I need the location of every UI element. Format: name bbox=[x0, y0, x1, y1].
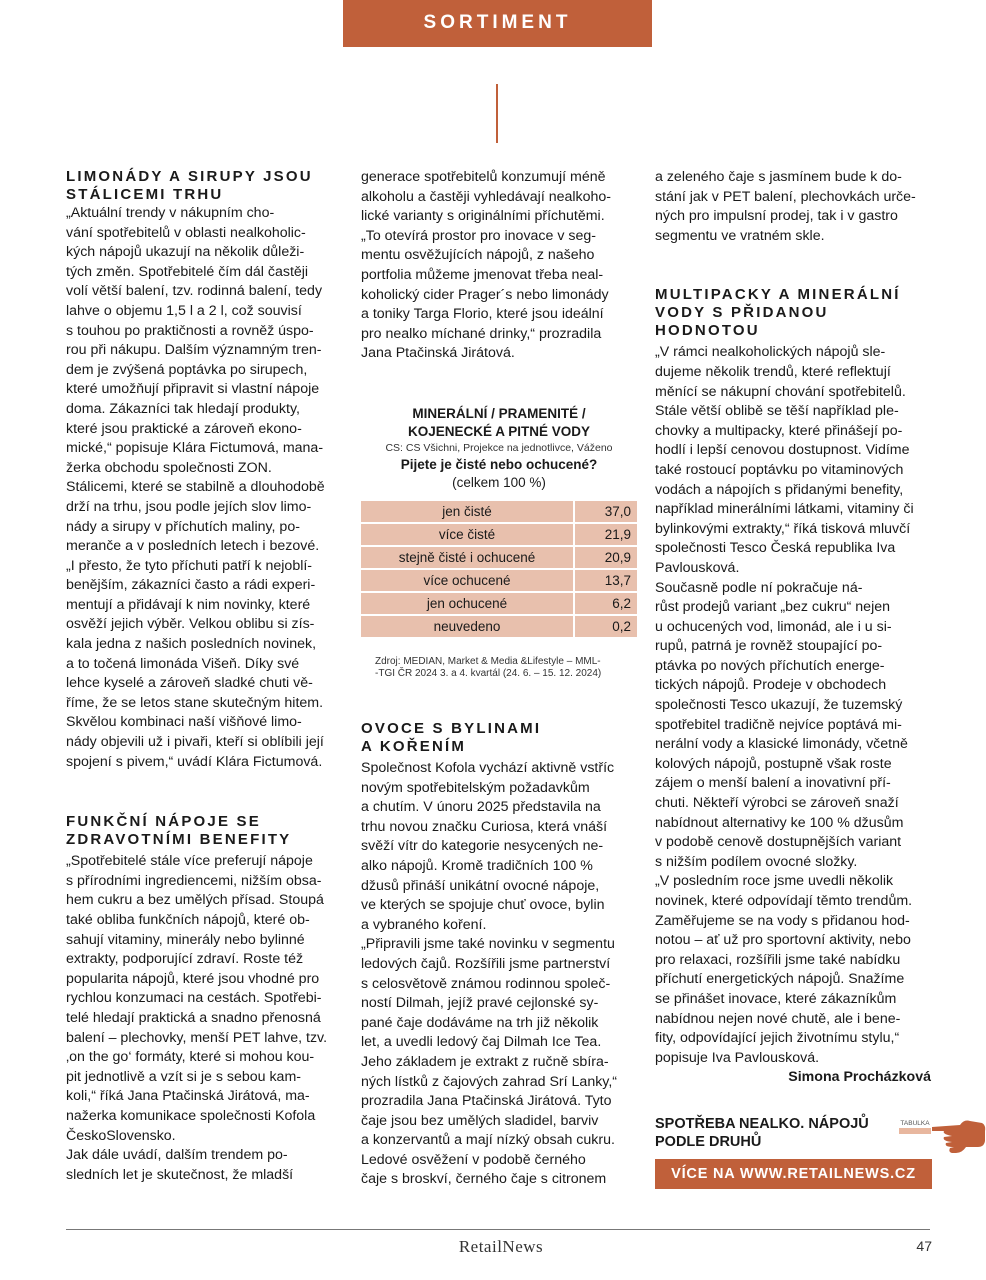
row-value: 21,9 bbox=[573, 524, 637, 545]
paragraph-zeleny-caj: a zeleného čaje s jasmínem bude k do- stání jak v PET balení, plechovkách urče- ných pro impulsní prodej, tak i v gastro segmentu ve vratném skle. bbox=[655, 169, 916, 244]
vertical-divider bbox=[496, 84, 498, 143]
heading-limonady: LIMONÁDY A SIRUPY JSOU STÁLICEMI TRHU bbox=[66, 168, 313, 203]
row-value: 37,0 bbox=[573, 501, 637, 522]
promo-title: SPOTŘEBA NEALKO. NÁPOJŮ PODLE DRUHŮ bbox=[655, 1116, 869, 1150]
heading-ovoce-s-bylinami: OVOCE S BYLINAMI A KOŘENÍM bbox=[361, 720, 542, 755]
footer-divider bbox=[66, 1229, 930, 1230]
heading-funkcni-napoje: FUNKČNÍ NÁPOJE SE ZDRAVOTNÍMI BENEFITY bbox=[66, 813, 292, 849]
table-subtitle: CS: CS Všichni, Projekce na jednotlivce, Váženo bbox=[385, 442, 613, 454]
table-total: (celkem 100 %) bbox=[452, 475, 546, 490]
tab-label: TABULKA bbox=[899, 1119, 931, 1134]
row-label: více ochucené bbox=[361, 570, 573, 591]
row-label: neuvedeno bbox=[361, 616, 573, 637]
survey-table bbox=[361, 499, 637, 639]
table-row bbox=[361, 501, 637, 522]
row-label: jen ochucené bbox=[361, 593, 573, 614]
row-label: jen čisté bbox=[361, 501, 573, 522]
row-value: 13,7 bbox=[573, 570, 637, 591]
row-label: stejně čisté i ochucené bbox=[361, 547, 573, 568]
row-value: 6,2 bbox=[573, 593, 637, 614]
table-row bbox=[361, 524, 637, 545]
table-row bbox=[361, 593, 637, 614]
row-label: více čisté bbox=[361, 524, 573, 545]
table-row bbox=[361, 547, 637, 568]
paragraph-kofola: Společnost Kofola vychází aktivně vstříc novým spotřebitelským požadavkům a chutím. V únoru 2025 představila na trhu novou značku Curiosa, která vnáší svěží vítr do kategorie nesycených ne- alko nápojů. Kromě tradičních 100 % džusů přináší unikátní ovocné nápoje, ve kterých se spojuje chuť ovoce, bylin a vybraného koření. „Připravili jsme také novinku v segmentu ledových čajů. Rozšířili jsme partnerství s celosvětově známou rodinnou společ- ností Dilmah, jejíž pravé cejlonské sy- pané čaje dodáváme na trh již několik let, a uvedli ledový čaj Dilmah Ice Tea. Jeho základem je extrakt z ručně sbíra- ných lístků z čajových zahrad Srí Lanky,“ prozradila Jana Ptačinská Jirátová. Tyto čaje jsou bez umělých sladidel, barviv a konzervantů a mají nízký obsah cukru. Ledové osvěžení v podobě černého čaje s broskví, černého čaje s citronem bbox=[361, 760, 618, 1188]
column-left bbox=[66, 168, 356, 1185]
retailnews-link-button[interactable]: VÍCE NA WWW.RETAILNEWS.CZ bbox=[655, 1159, 932, 1189]
pointing-hand-icon bbox=[930, 1113, 986, 1157]
table-title: MINERÁLNÍ / PRAMENITÉ / KOJENECKÉ A PITNÉ VODY bbox=[407, 406, 591, 439]
table-source: Zdroj: MEDIAN, Market & Media &Lifestyle – MML- -TGI ČR 2024 3. a 4. kvartál (24. 6. – 15. 12. 2024) bbox=[375, 656, 602, 679]
paragraph-limonady: „Aktuální trendy v nákupním cho- vání spotřebitelů v oblasti nealkoholic- kých nápojů ukazují na několik důleži- tých změn. Spotřebitelé čím dál častěji volí větší balení, tzv. rodinná balení, tedy lahve o objemu 1,5 l a 2 l, což souvisí s touhou po praktičnosti a rovněž úspo- rou při nákupu. Dalším významným tren- dem je zvýšená poptávka po sirupech, které umožňují připravit si vlastní nápoje doma. Zákazníci tak hledají produkty, které jsou praktické a zároveň ekono- mické,“ popisuje Klára Fictumová, mana- žerka obchodu společnosti ZON. Stálicemi, které se stabilně a dlouhodobě drží na trhu, jsou podle jejích slov limo- nády a sirupy v příchutích maliny, po- meranče a v posledních letech i bezové. „I přesto, že tyto příchuti patří k nejoblí- benějším, zákazníci často a rádi experi- mentují a přidávají k nim novinky, které osvěží jejich výběr. Velkou oblibu si zís- kala jedna z našich posledních novinek, a to točená limonáda Višeň. Díky své lehce kyselé a zároveň sladké chuti vě- říme, že se letos stane skutečným hitem. Skvělou kombinaci naší višňové limo- nády objevili už i pivaři, kteří si oblíbili její spojení s pivem,“ uvádí Klára Fictumová. bbox=[66, 205, 325, 770]
row-value: 20,9 bbox=[573, 547, 637, 568]
table-question: Pijete je čisté nebo ochucené? bbox=[400, 457, 598, 472]
table-row bbox=[361, 616, 637, 637]
table-row bbox=[361, 570, 637, 591]
column-middle-lower bbox=[361, 720, 651, 1190]
retailnews-logo: RetailNews bbox=[458, 1237, 544, 1256]
column-right bbox=[655, 168, 945, 1088]
paragraph-generace: generace spotřebitelů konzumují méně alkoholu a častěji vyhledávají nealkoho- lické varianty s originálními příchutěmi. „To otevírá prostor pro inovace v seg- mentu osvěžujících nápojů, z našeho portfolia můžeme jmenovat třeba neal- koholický cider Prager´s nebo limonády a toniky Targa Florio, které jsou ideální pro nealko míchané drinky,“ prozradila Jana Ptačinská Jirátová. bbox=[361, 169, 612, 362]
column-middle bbox=[361, 168, 651, 364]
author-name: Simona Procházková bbox=[788, 1069, 931, 1086]
paragraph-funkcni-napoje: „Spotřebitelé stále více preferují nápoje s přírodními ingrediencemi, nižším obsa- hem cukru a bez umělých přísad. Stoupá také obliba funkčních nápojů, které ob- sahují vitaminy, minerály nebo bylinné extrakty, podporující zdraví. Roste též popularita nápojů, které jsou vhodné pro rychlou konzumaci na cestách. Spotřebi- telé hledají praktická a snadno přenosná balení – plechovky, menší PET lahve, tzv. ‚on the go‘ formáty, které si mohou kou- pit jednotlivě a vzít si je s sebou kam- koli,“ říká Jana Ptačinská Jirátová, ma- nažerka komunikace společnosti Kofola ČeskoSlovensko. Jak dále uvádí, dalším trendem po- sledních let je skutečnost, že mladší bbox=[66, 853, 328, 1183]
survey-table-block bbox=[361, 405, 637, 639]
page-number: 47 bbox=[916, 1238, 932, 1254]
paragraph-tesco: „V rámci nealkoholických nápojů sle- dujeme několik trendů, které reflektují měnící se nákupní chování spotřebitelů. Stále větší oblibě se těší například ple- chovky a multipacky, které přinášejí po- hodlí i lepší cenovou dostupnost. Vidíme také rostoucí poptávku po vitaminových vodách a nápojích s přidanými benefity, například minerálními látkami, vitaminy či bylinkovými extrakty,“ říká tisková mluvčí společnosti Tesco Česká republika Iva Pavlousková. Současně podle ní pokračuje ná- růst prodejů variant „bez cukru“ nejen u ochucených vod, limonád, ale i u si- rupů, patrná je rovněž stoupající po- ptávka po nových příchutích energe- tických nápojů. Prodeje v obchodech společnosti Tesco ukazují, že tuzemský spotřebitel tradičně nejvíce poptává mi- nerální vody a klasické limonády, včetně kolových nápojů, postupně však roste zájem o menší balení a inovativní pří- chuti. Někteří výrobci se zároveň snaží nabídnout alternativy ke 100 % džusům v podobě cenově dostupnějších variant s nižším podílem ovocné složky. „V posledním roce jsme uvedli několik novinek, které odpovídají těmto trendům. Zaměřujeme se na vody s přidanou hod- notou – ať už pro sportovní aktivity, nebo pro relaxaci, rozšířili jsme také nabídku příchutí energetických nápojů. Snažíme se přinášet inovace, které zákazníkům nabídnou nejen nové chutě, ale i bene- fity, odpovídající jejich životnímu stylu,“ popisuje Iva Pavlousková. bbox=[655, 344, 914, 1066]
heading-multipacky: MULTIPACKY A MINERÁLNÍ VODY S PŘIDANOU HODNOTOU bbox=[655, 286, 901, 340]
section-banner: SORTIMENT bbox=[343, 0, 652, 47]
row-value: 0,2 bbox=[573, 616, 637, 637]
